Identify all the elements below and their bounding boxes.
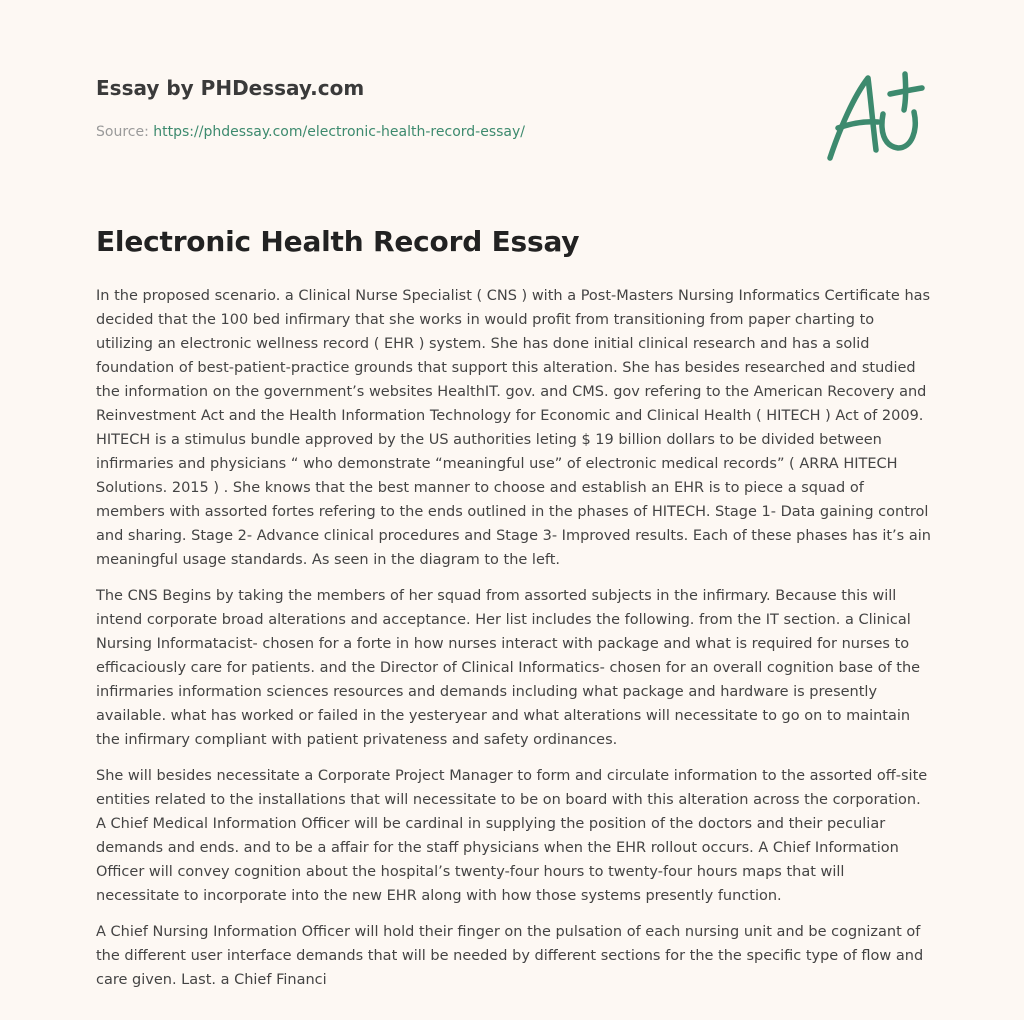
source-label: Source: [96, 124, 149, 140]
essay-paragraph: She will besides necessitate a Corporate Project Manager to form and circulate information to the assorted off-site entities related to the installations that will necessitate to be on board with this alteration across the corporation. A Chief Medical Information Officer will be cardinal in supplying the position of the doctors and their peculiar demands and ends. and to be a affair for the staff physicians when the EHR rollout occurs. A Chief Information Officer will convey cognition about the hospital’s twenty-four hours to twenty-four hours maps that will necessitate to incorporate into the new EHR along with how those systems presently function. [96, 768, 928, 904]
document-title: Electronic Health Record Essay [96, 225, 580, 258]
site-brand: Essay by PHDessay.com [96, 76, 365, 100]
essay-body [96, 284, 932, 1004]
a-plus-grade-logo-icon [820, 66, 930, 166]
source-line [96, 124, 525, 140]
essay-paragraph: In the proposed scenario. a Clinical Nurse Specialist ( CNS ) with a Post-Masters Nursing Informatics Certificate has decided that the 100 bed infirmary that she works in would profit from transitioning from paper charting to utilizing an electronic wellness record ( EHR ) system. She has done initial clinical research and has a solid foundation of best-patient-practice grounds that support this alteration. She has besides researched and studied the information on the government’s websites HealthIT. gov. and CMS. gov refering to the American Recovery and Reinvestment Act and the Health Information Technology for Economic and Clinical Health ( HITECH ) Act of 2009. HITECH is a stimulus bundle approved by the US authorities leting $ 19 billion dollars to be divided between infirmaries and physicians “ who demonstrate “meaningful use” of electronic medical records” ( ARRA HITECH Solutions. 2015 ) . She knows that the best manner to choose and establish an EHR is to piece a squad of members with assorted fortes refering to the ends outlined in the phases of HITECH. Stage 1- Data gaining control and sharing. Stage 2- Advance clinical procedures and Stage 3- Improved results. Each of these phases has it’s ain meaningful usage standards. As seen in the diagram to the left. [96, 288, 931, 568]
source-link[interactable]: https://phdessay.com/electronic-health-record-essay/ [153, 124, 525, 140]
essay-paragraph: A Chief Nursing Information Officer will hold their finger on the pulsation of each nursing unit and be cognizant of the different user interface demands that will be needed by different sections for the the specific type of flow and care given. Last. a Chief Financi [96, 924, 924, 988]
essay-paragraph: The CNS Begins by taking the members of her squad from assorted subjects in the infirmary. Because this will intend corporate broad alterations and acceptance. Her list includes the following. from the IT section. a Clinical Nursing Informatacist- chosen for a forte in how nurses interact with package and what is required for nurses to efficaciously care for patients. and the Director of Clinical Informatics- chosen for an overall cognition base of the infirmaries information sciences resources and demands including what package and hardware is presently available. what has worked or failed in the yesteryear and what alterations will necessitate to go on to maintain the infirmary compliant with patient privateness and safety ordinances. [96, 588, 921, 748]
